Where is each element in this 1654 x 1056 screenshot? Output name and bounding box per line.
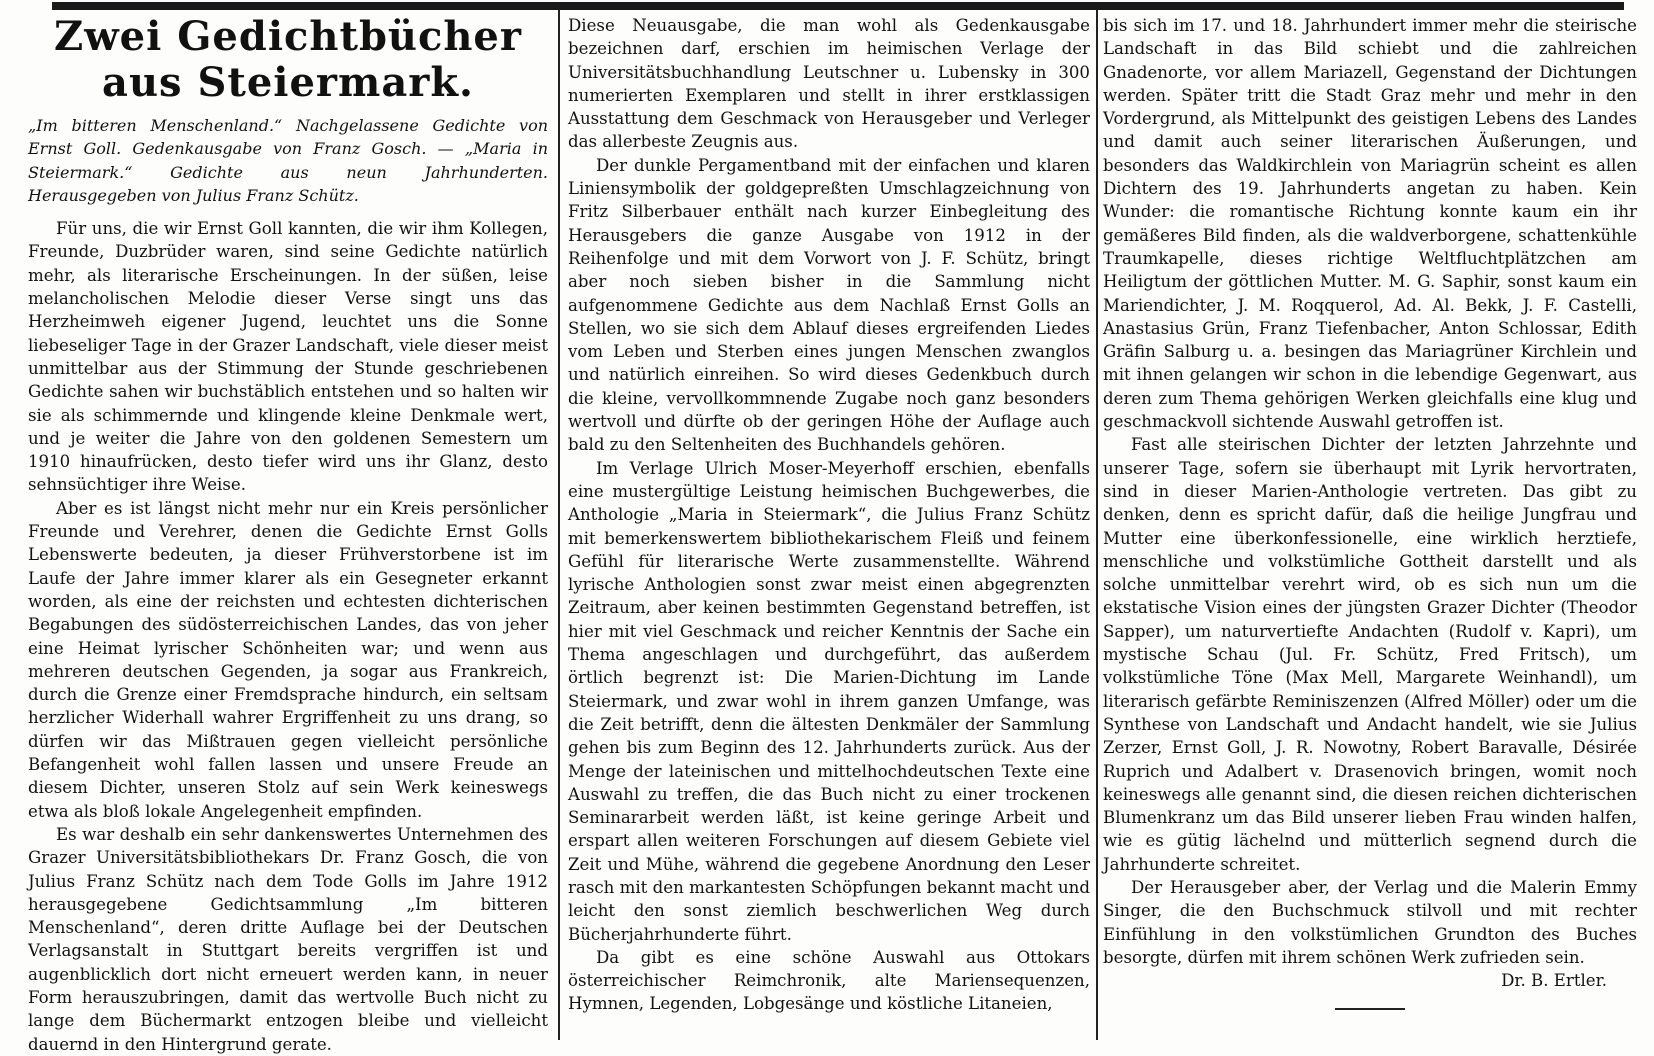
paragraph-7-continued: bis sich im 17. und 18. Jahrhundert immer mehr die steirische Landschaft in das Bild schiebt und die zahlreichen Gnadenorte, vor allem Mariazell, Gegenstand der Dichtungen werden. Später tritt die Stadt Graz mehr und mehr in den Vordergrund, als Mittelpunkt des geistigen Lebens des Landes und damit auch seiner literarischen Äußerungen, und besonders das Waldkirchlein von Mariagrün scheint es allen Dichtern des 19. Jahrhunderts angetan zu haben. Kein Wunder: die romantische Richtung konnte kaum ein ihr gemäßeres Bild finden, als die waldverborgene, schattenkühle Traumkapelle, dieses richtige Weltfluchtplätzchen am Heiligtum der göttlichen Mutter. M. G. Saphir, sonst kaum ein Mariendichter, J. M. Roqquerol, Ad. Al. Bekk, J. F. Castelli, Anastasius Grün, Franz Tiefenbacher, Anton Schlossar, Edith Gräfin Salburg u. a. besingen das Mariagrüner Kirchlein und mit ihnen gelangen wir schon in die lebendige Gegenwart, aus deren zum Thema gehörigen Werken gleichfalls eine klug und geschmackvoll sichtende Auswahl getroffen ist. [1103, 16, 1637, 432]
paragraph-3: Es war deshalb ein sehr dankenswertes Unternehmen des Grazer Universitätsbibliothekars Dr. Franz Gosch, die von Julius Franz Schütz nach dem Tode Golls im Jahre 1912 herausgegebene Gedichtsammlung „Im bitteren Menschenland“, deren dritte Auflage bei der Deutschen Verlagsanstalt in Stuttgart bereits vergriffen ist und augenblicklich dort nicht erneuert werden kann, in neuer Form herauszubringen, damit das wertvolle Buch nicht zu lange dem Büchermarkt entzogen bleibe und vielleicht dauernd in den Hintergrund gerate. [28, 824, 548, 1054]
column-2 [568, 14, 1090, 1016]
paragraph-5: Der dunkle Pergamentband mit der einfachen und klaren Liniensymbolik der goldgepreßten Umschlagzeichnung von Fritz Silberbauer enthält nach kurzer Einbegleitung des Herausgebers die ganze Ausgabe von 1912 in der Reihenfolge und mit dem Vorwort von J. F. Schütz, bringt aber noch sieben bisher in die Sammlung nicht aufgenommene Gedichte aus dem Nachlaß Ernst Golls an Stellen, wo sie sich dem Ablauf dieses ergreifenden Liedes vom Leben und Sterben eines jungen Menschen zwanglos und natürlich einreihen. So wird dieses Gedenkbuch durch die kleine, vervollkommnende Zugabe noch ganz besonders wertvoll und dürfte ob der geringen Höhe der Auflage auch bald zu den Seltenheiten des Buchhandels gehören. [568, 155, 1090, 455]
column-rule-2 [1096, 10, 1098, 1040]
paragraph-4: Diese Neuausgabe, die man wohl als Gedenkausgabe bezeichnen darf, erschien im heimischen Verlage der Universitätsbuchhandlung Leutschner u. Lubensky in 300 numerierten Exemplaren und stellt in ihrer erstklassigen Ausstattung dem Geschmack von Herausgeber und Verleger das allerbeste Zeugnis aus. [568, 16, 1090, 152]
paragraph-2: Aber es ist längst nicht mehr nur ein Kreis persönlicher Freunde und Verehrer, denen die Gedichte Ernst Golls Lebenswerte bedeuten, ja dieser Frühverstorbene ist im Laufe der Jahre immer klarer als ein Gesegneter erkannt worden, als eine der reichsten und echtesten dichterischen Begabungen des südösterreichischen Landes, das von jeher eine Heimat lyrischer Schönheiten war; und wenn aus mehreren deutschen Gegenden, ja sogar aus Frankreich, durch die Grenze einer Fremdsprache hindurch, ein seltsam herzlicher Widerhall wahrer Ergriffenheit zu uns drang, so dürfen wir das Mißtrauen gegen vielleicht persönliche Befangenheit wohl fallen lassen und unsere Freude an diesem Dichter, unseren Stolz auf sein Werk keineswegs etwa als bloß lokale Angelegenheit empfinden. [28, 498, 548, 821]
article-title: Zwei Gedichtbücher aus Steiermark. [54, 13, 522, 106]
paragraph-9: Der Herausgeber aber, der Verlag und die Malerin Emmy Singer, die den Buchschmuck stilvoll und mit rechter Einfühlung in den volkstümlichen Grundton des Buches besorgte, dürfen mit ihrem schönen Werk zufrieden sein. [1103, 877, 1637, 967]
end-rule [1335, 1008, 1405, 1010]
column-3 [1103, 14, 1637, 1010]
article-subtitle: „Im bitteren Menschenland.“ Nachgelassene Gedichte von Ernst Goll. Gedenkausgabe von Franz Gosch. — „Maria in Steiermark.“ Gedichte aus neun Jahrhunderten. Herausgegeben von Julius Franz Schütz. [28, 116, 548, 205]
top-rule [52, 2, 1624, 10]
column-1 [28, 14, 548, 1056]
column-rule-1 [558, 10, 560, 1040]
paragraph-1: Für uns, die wir Ernst Goll kannten, die wir ihm Kollegen, Freunde, Duzbrüder waren, sind seine Gedichte natürlich mehr, als literarische Erscheinungen. In der süßen, leise melancholischen Melodie dieser Verse singt uns das Herzheimweh eigener Jugend, leuchtet uns die Sonne liebeseliger Tage in der Grazer Landschaft, viele dieser meist unmittelbar aus der Stimmung der Stunde geschriebenen Gedichte sahen wir buchstäblich entstehen und so halten wir sie als schimmernde und klingende kleine Denkmale wert, und je weiter die Jahre von den goldenen Semestern um 1910 hinaufrücken, desto tiefer wird uns ihr Glanz, desto sehnsüchtiger ihre Weise. [28, 219, 548, 495]
paragraph-8: Fast alle steirischen Dichter der letzten Jahrzehnte und unserer Tage, sofern sie überhaupt mit Lyrik hervortraten, sind in dieser Marien-Anthologie vertreten. Das gibt zu denken, denn es spricht dafür, daß die heilige Jungfrau und Mutter eine überkonfessionelle, eine wirklich herztiefe, menschliche und volkstümliche Gottheit darstellt und als solche unmittelbar verehrt wird, ob es sich nun um die ekstatische Vision eines der jüngsten Grazer Dichter (Theodor Sapper), um naturvertiefte Andachten (Rudolf v. Kapri), um mystische Schau (Jul. Fr. Schütz, Fred Fritsch), um volkstümliche Töne (Max Mell, Margarete Weinhandl), um literarisch gefärbte Reminiszenzen (Alfred Möller) oder um die Synthese von Landschaft und Andacht handelt, wie sie Julius Zerzer, Ernst Goll, J. R. Nowotny, Robert Baravalle, Désirée Ruprich und Adalbert v. Drasenovich bringen, womit noch keineswegs alle genannt sind, die diesen reichen dichterischen Blumenkranz um das Bild unserer lieben Frau winden halfen, wie es gütig lächelnd und mütterlich segnend durch die Jahrhunderte schreitet. [1103, 435, 1637, 874]
author-signature: Dr. B. Ertler. [1501, 971, 1607, 991]
paragraph-6: Im Verlage Ulrich Moser-Meyerhoff erschien, ebenfalls eine mustergültige Leistung heimischen Buchgewerbes, die Anthologie „Maria in Steiermark“, die Julius Franz Schütz mit bemerkenswertem bibliothekarischem Fleiß und feinem Gefühl für literarische Werte zusammenstellte. Während lyrische Anthologien sonst zwar meist einen abgegrenzten Zeitraum, aber keinen bestimmten Gegenstand betreffen, ist hier mit viel Geschmack und reicher Kenntnis der Sache ein Thema angeschlagen und durchgeführt, das außerdem örtlich begrenzt ist: Die Marien-Dichtung im Lande Steiermark, und zwar wohl in ihrem ganzen Umfange, was die Zeit betrifft, denn die ältesten Denkmäler der Sammlung gehen bis zum Beginn des 12. Jahrhunderts zurück. Aus der Menge der lateinischen und mittelhochdeutschen Texte eine Auswahl zu treffen, die das Buch nicht zu einer trockenen Seminararbeit werden läßt, ist keine geringe Arbeit und erspart allen weiteren Forschungen auf diesem Gebiete viel Zeit und Mühe, während die gegebene Anordnung den Leser rasch mit den markantesten Schöpfungen bekannt macht und leicht den sonst ziemlich beschwerlichen Weg durch Bücherjahrhunderte führt. [568, 458, 1090, 944]
paragraph-7: Da gibt es eine schöne Auswahl aus Ottokars österreichischer Reimchronik, alte Mariensequenzen, Hymnen, Legenden, Lobgesänge und köstliche Litaneien, [568, 947, 1090, 1014]
